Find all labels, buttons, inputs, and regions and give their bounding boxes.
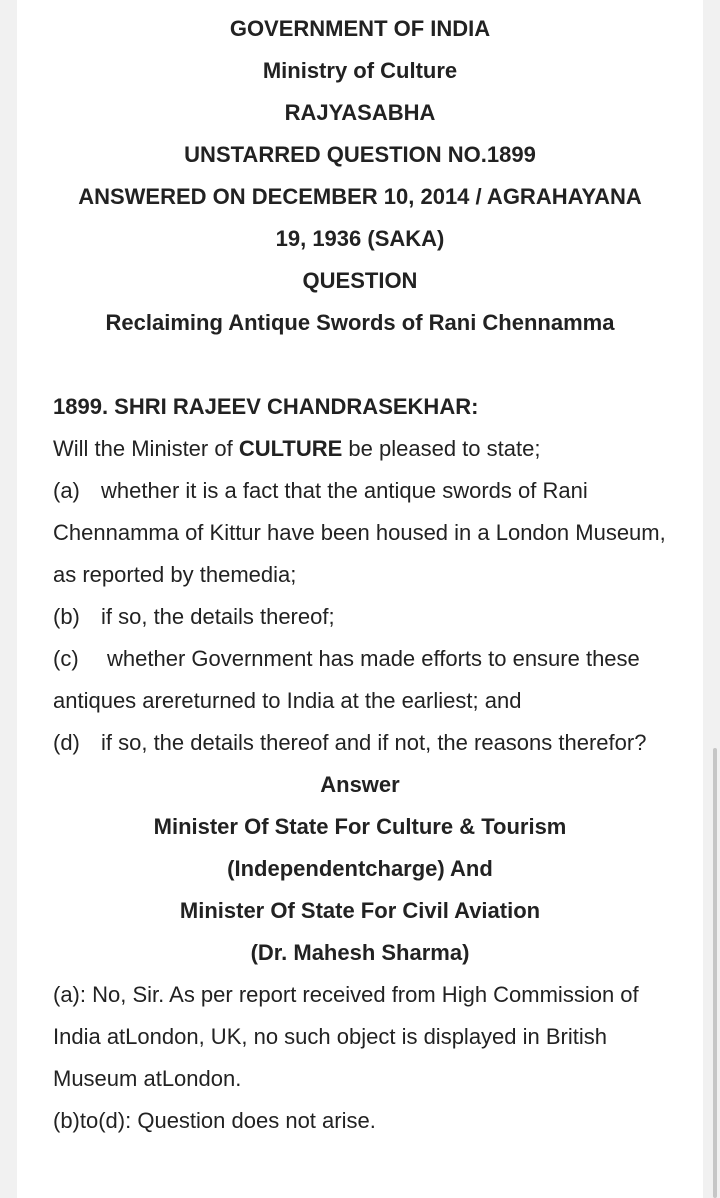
answer-minister-line2: (Independentcharge) And [227, 856, 493, 881]
answer-minister-line1: Minister Of State For Culture & Tourism [153, 814, 567, 839]
header-government: GOVERNMENT OF INDIA [229, 16, 491, 41]
question-intro [53, 428, 667, 470]
header-house: RAJYASABHA [284, 100, 436, 125]
header-answered-date: ANSWERED ON DECEMBER 10, 2014 / AGRAHAYANA [78, 184, 642, 209]
item-label: (d) [53, 730, 80, 755]
header-saka-date: 19, 1936 (SAKA) [275, 226, 445, 251]
item-text: whether Government has made efforts to ensure these antiques arereturned to India at the earliest; and [53, 646, 640, 713]
answer-heading: Answer [320, 772, 400, 797]
intro-text-after: be pleased to state; [342, 436, 541, 461]
item-text: if so, the details thereof and if not, the reasons therefor? [101, 730, 647, 755]
answer-minister-name: (Dr. Mahesh Sharma) [250, 940, 470, 965]
intro-text-before: Will the Minister of [53, 436, 239, 461]
question-item-c [53, 638, 667, 722]
spacer [53, 344, 667, 386]
document-content [53, 8, 667, 1142]
answer-reply-a: (a): No, Sir. As per report received from High Commission of India atLondon, UK, no such object is displayed in British Museum atLondon. [53, 982, 639, 1091]
header-question-label: QUESTION [302, 268, 418, 293]
answer-reply-b-to-d: (b)to(d): Question does not arise. [53, 1108, 376, 1133]
item-label: (c) [53, 646, 79, 671]
item-label: (a) [53, 478, 80, 503]
question-item-a [53, 470, 667, 596]
header-question-number: UNSTARRED QUESTION NO.1899 [184, 142, 536, 167]
intro-ministry: CULTURE [238, 436, 343, 461]
question-subject: Reclaiming Antique Swords of Rani Chennamma [105, 310, 615, 335]
item-text: whether it is a fact that the antique swords of Rani Chennamma of Kittur have been housed in a London Museum, as reported by themedia; [53, 478, 666, 587]
question-item-b [53, 596, 667, 638]
question-asker: 1899. SHRI RAJEEV CHANDRASEKHAR: [53, 394, 479, 419]
item-label: (b) [53, 604, 80, 629]
item-text: if so, the details thereof; [101, 604, 335, 629]
scrollbar[interactable] [713, 748, 717, 1198]
header-ministry: Ministry of Culture [262, 58, 458, 83]
answer-minister-line3: Minister Of State For Civil Aviation [179, 898, 541, 923]
question-item-d [53, 722, 667, 764]
